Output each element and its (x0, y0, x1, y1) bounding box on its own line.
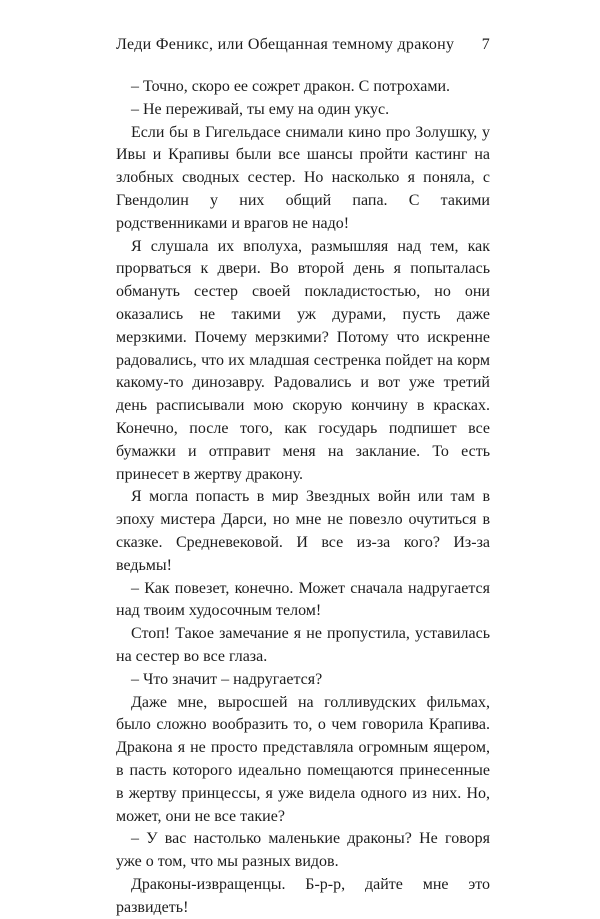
paragraph: Даже мне, выросшей на голливудских фильмах, было сложно вообразить то, о чем говорила Крапива. Дракона я не просто представляла огромным ящером, в пасть которого идеально помещаются принесенные в жертву принцессы, я уже видела одного из них. Но, может, они не все такие? (116, 693, 490, 825)
page-header (116, 36, 490, 58)
paragraph: Если бы в Гигельдасе снимали кино про Золушку, у Ивы и Крапивы были все шансы пройти кастинг на злобных сводных сестер. Но насколько я поняла, с Гвендолин у них общий папа. С такими родственниками и врагов не надо! (116, 123, 490, 232)
paragraph-dialogue: – Точно, скоро ее сожрет дракон. С потрохами. (131, 78, 451, 95)
paragraph-dialogue: – У вас настолько маленькие драконы? Не говоря уже о том, что мы разных видов. (116, 830, 490, 871)
running-title: Леди Феникс, или Обещанная темному дракону (116, 36, 455, 53)
body-text (116, 76, 490, 919)
paragraph: Я слушала их вполуха, размышляя над тем, как прорваться к двери. Во второй день я попыталась обмануть сестер своей покладистостью, но они оказались не такими уж дурами, пусть даже мерзкими. Почему мерзкими? Потому что искренне радовались, что их младшая сестренка пойдет на корм какому-то динозавру. Радовались и вот уже третий день расписывали мою скорую кончину в красках. Конечно, после того, как государь подпишет все бумажки и отправит меня на заклание. То есть принесет в жертву дракону. (116, 237, 490, 483)
paragraph: Я могла попасть в мир Звездных войн или там в эпоху мистера Дарси, но мне не повезло очутиться в сказке. Средневековой. И все из-за кого? Из-за ведьмы! (116, 488, 490, 574)
paragraph-dialogue: – Не переживай, ты ему на один укус. (131, 100, 390, 118)
paragraph-dialogue: – Как повезет, конечно. Может сначала надругается над твоим худосочным телом! (116, 579, 490, 620)
paragraph-dialogue: – Что значит – надругается? (131, 670, 323, 688)
paragraph: Стоп! Такое замечание я не пропустила, уставилась на сестер во все глаза. (116, 625, 490, 665)
page-number: 7 (481, 36, 490, 53)
paragraph: Драконы-извращенцы. Б-р-р, дайте мне это развидеть! (116, 875, 490, 916)
